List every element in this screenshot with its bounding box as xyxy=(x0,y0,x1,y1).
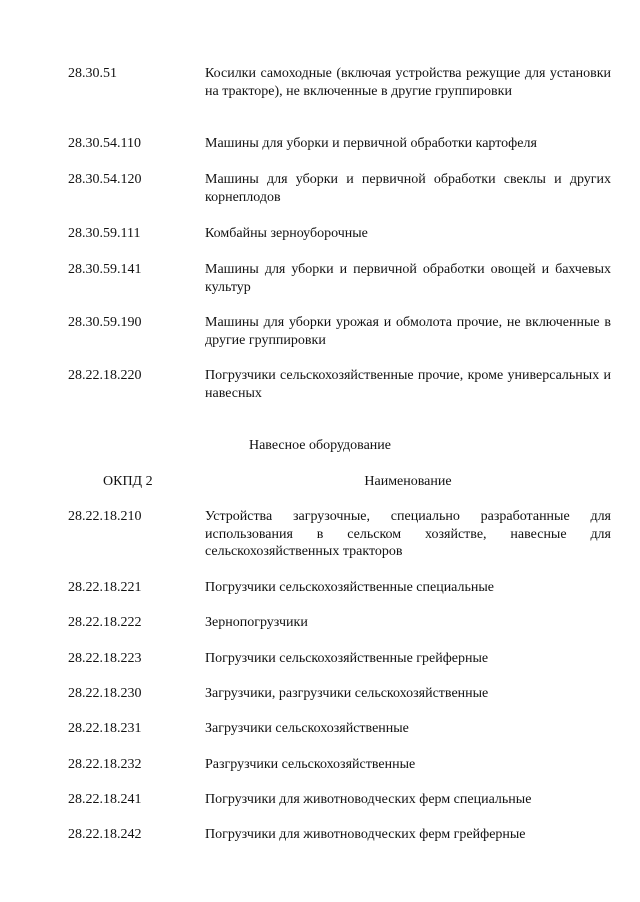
item-name: Устройства загрузочные, специально разработанные для использования в сельском хозяйстве, навесные для сельскохозяйственных тракторов xyxy=(205,509,611,559)
section-title: Навесное оборудование xyxy=(248,438,392,453)
okpd-code: 28.22.18.230 xyxy=(68,686,142,701)
okpd-code: 28.22.18.220 xyxy=(68,368,142,383)
item-name: Погрузчики сельскохозяйственные грейферные xyxy=(205,651,489,666)
item-name: Комбайны зерноуборочные xyxy=(205,226,368,241)
item-name: Загрузчики, разгрузчики сельскохозяйственные xyxy=(205,686,489,701)
okpd-code: 28.22.18.221 xyxy=(68,580,142,595)
okpd-code: 28.30.59.190 xyxy=(68,315,142,330)
okpd-code: 28.30.54.110 xyxy=(68,136,141,151)
okpd-code: 28.30.59.111 xyxy=(68,226,141,241)
item-name: Погрузчики для животноводческих ферм специальные xyxy=(205,792,532,807)
okpd-code: 28.22.18.242 xyxy=(68,827,142,842)
okpd-code: 28.30.54.120 xyxy=(68,172,142,187)
okpd-code: 28.30.59.141 xyxy=(68,262,142,277)
okpd-code: 28.22.18.231 xyxy=(68,721,142,736)
column-header-name: Наименование xyxy=(364,474,452,489)
item-name: Разгрузчики сельскохозяйственные xyxy=(205,757,416,772)
item-name: Машины для уборки и первичной обработки овощей и бахчевых культур xyxy=(205,262,611,295)
okpd-code: 28.22.18.222 xyxy=(68,615,142,630)
item-name: Загрузчики сельскохозяйственные xyxy=(205,721,409,736)
item-name: Погрузчики сельскохозяйственные специальные xyxy=(205,580,495,595)
okpd-code: 28.30.51 xyxy=(68,66,117,81)
okpd-code: 28.22.18.223 xyxy=(68,651,142,666)
item-name: Машины для уборки и первичной обработки картофеля xyxy=(205,136,537,151)
item-name: Машины для уборки урожая и обмолота прочие, не включенные в другие группировки xyxy=(205,315,611,348)
okpd-code: 28.22.18.241 xyxy=(68,792,142,807)
item-name: Косилки самоходные (включая устройства режущие для установки на тракторе), не включенные в другие группировки xyxy=(205,66,611,99)
item-name: Погрузчики сельскохозяйственные прочие, кроме универсальных и навесных xyxy=(205,368,611,401)
okpd-code: 28.22.18.232 xyxy=(68,757,142,772)
item-name: Зернопогрузчики xyxy=(205,615,308,630)
item-name: Машины для уборки и первичной обработки свеклы и других корнеплодов xyxy=(205,172,611,205)
item-name: Погрузчики для животноводческих ферм грейферные xyxy=(205,827,526,842)
column-header-code: ОКПД 2 xyxy=(103,474,153,489)
okpd-code: 28.22.18.210 xyxy=(68,509,142,524)
